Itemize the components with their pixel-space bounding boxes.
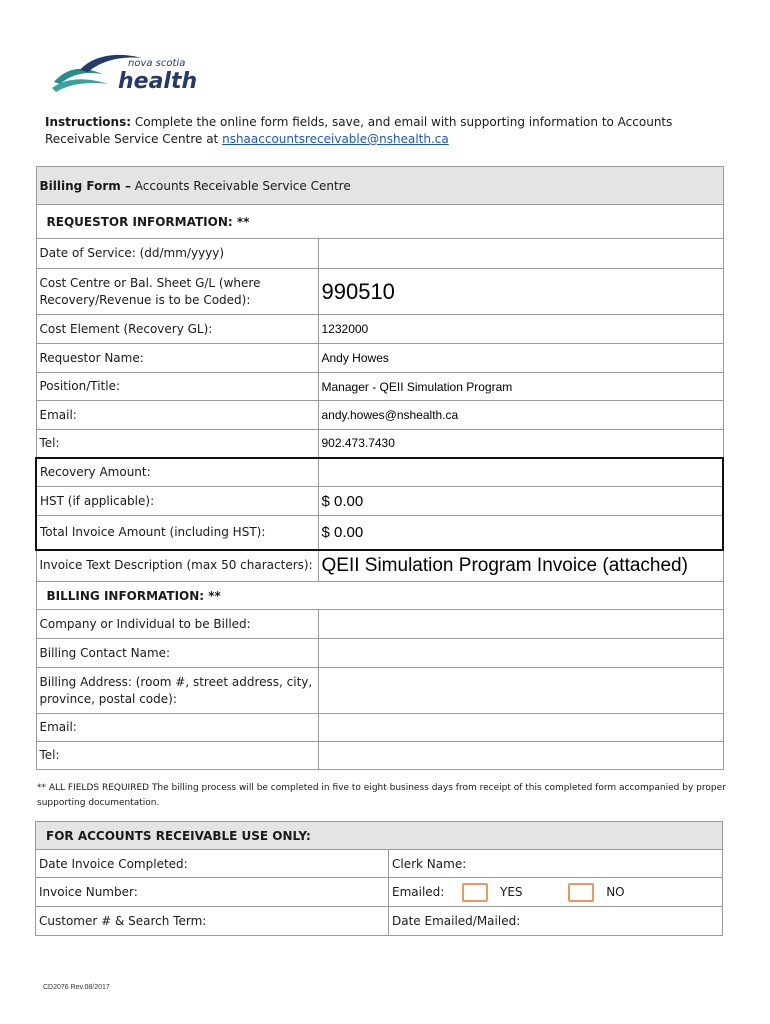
billing-contact-field[interactable]: [318, 639, 723, 668]
emailed-cell: [389, 878, 723, 907]
form-title-bold: Billing Form –: [39, 178, 131, 193]
date-emailed-label: Date Emailed/Mailed:: [389, 907, 723, 936]
cost-element-field[interactable]: 1232000: [318, 315, 723, 344]
ar-use-table: [35, 821, 723, 936]
billing-tel-label: Tel:: [36, 742, 318, 770]
invoice-text-label: Invoice Text Description (max 50 characters):: [36, 550, 318, 582]
recovery-amount-label: Recovery Amount:: [36, 458, 318, 487]
date-invoice-completed-label: Date Invoice Completed:: [36, 850, 389, 878]
company-billed-field[interactable]: [318, 610, 723, 639]
required-fields-note: ** ALL FIELDS REQUIRED The billing process will be completed in five to eight business days from receipt of this completed form accompanied by proper supporting documentation.: [37, 783, 726, 808]
tel-label: Tel:: [36, 430, 318, 458]
position-title-field[interactable]: Manager - QEII Simulation Program: [318, 373, 723, 401]
instructions-email-link[interactable]: nshaaccountsreceivable@nshealth.ca: [222, 132, 449, 146]
instructions-label: Instructions:: [45, 115, 132, 129]
nova-scotia-health-logo: [50, 50, 200, 98]
ar-use-header: FOR ACCOUNTS RECEIVABLE USE ONLY:: [36, 822, 723, 850]
invoice-text-field[interactable]: QEII Simulation Program Invoice (attached): [318, 550, 723, 582]
no-checkbox[interactable]: [568, 883, 594, 902]
billing-address-label: Billing Address: (room #, street address, city, province, postal code):: [36, 668, 318, 714]
customer-search-label: Customer # & Search Term:: [36, 907, 389, 936]
invoice-number-label: Invoice Number:: [36, 878, 389, 907]
emailed-label: Emailed:: [392, 884, 445, 899]
company-billed-label: Company or Individual to be Billed:: [36, 610, 318, 639]
requestor-name-label: Requestor Name:: [36, 344, 318, 373]
instructions-text: Complete the online form fields, save, and email with supporting information to Accounts Receivable Service Centre at: [45, 115, 673, 146]
billing-tel-field[interactable]: [318, 742, 723, 770]
logo-graphic: [50, 50, 200, 98]
form-revision-footer: CD2076 Rev.08/2017: [43, 984, 110, 991]
date-of-service-label: Date of Service: (dd/mm/yyyy): [36, 239, 318, 269]
logo-text-small: nova scotia: [128, 58, 186, 69]
hst-field[interactable]: $ 0.00: [318, 487, 723, 516]
date-of-service-field[interactable]: [318, 239, 723, 269]
email-label: Email:: [36, 401, 318, 430]
hst-label: HST (if applicable):: [36, 487, 318, 516]
billing-contact-label: Billing Contact Name:: [36, 639, 318, 668]
yes-label: YES: [500, 884, 523, 899]
billing-address-field[interactable]: [318, 668, 723, 714]
no-label: NO: [606, 884, 625, 899]
logo-text-big: health: [118, 69, 198, 94]
billing-form-table: [35, 166, 724, 770]
instructions: [45, 114, 735, 148]
recovery-amount-field[interactable]: [318, 458, 723, 487]
email-field[interactable]: andy.howes@nshealth.ca: [318, 401, 723, 430]
form-title: [36, 167, 723, 205]
form-title-rest: Accounts Receivable Service Centre: [134, 178, 351, 193]
position-title-label: Position/Title:: [36, 373, 318, 401]
clerk-name-label: Clerk Name:: [389, 850, 723, 878]
cost-centre-label: Cost Centre or Bal. Sheet G/L (where Recovery/Revenue is to be Coded):: [36, 269, 318, 315]
billing-section-header: BILLING INFORMATION: **: [36, 582, 723, 610]
cost-centre-field[interactable]: 990510: [318, 269, 723, 315]
cost-element-label: Cost Element (Recovery GL):: [36, 315, 318, 344]
total-invoice-label: Total Invoice Amount (including HST):: [36, 516, 318, 550]
requestor-section-header: REQUESTOR INFORMATION: **: [36, 205, 723, 239]
billing-email-label: Email:: [36, 714, 318, 742]
requestor-name-field[interactable]: Andy Howes: [318, 344, 723, 373]
total-invoice-field[interactable]: $ 0.00: [318, 516, 723, 550]
billing-email-field[interactable]: [318, 714, 723, 742]
yes-checkbox[interactable]: [462, 883, 488, 902]
tel-field[interactable]: 902.473.7430: [318, 430, 723, 458]
